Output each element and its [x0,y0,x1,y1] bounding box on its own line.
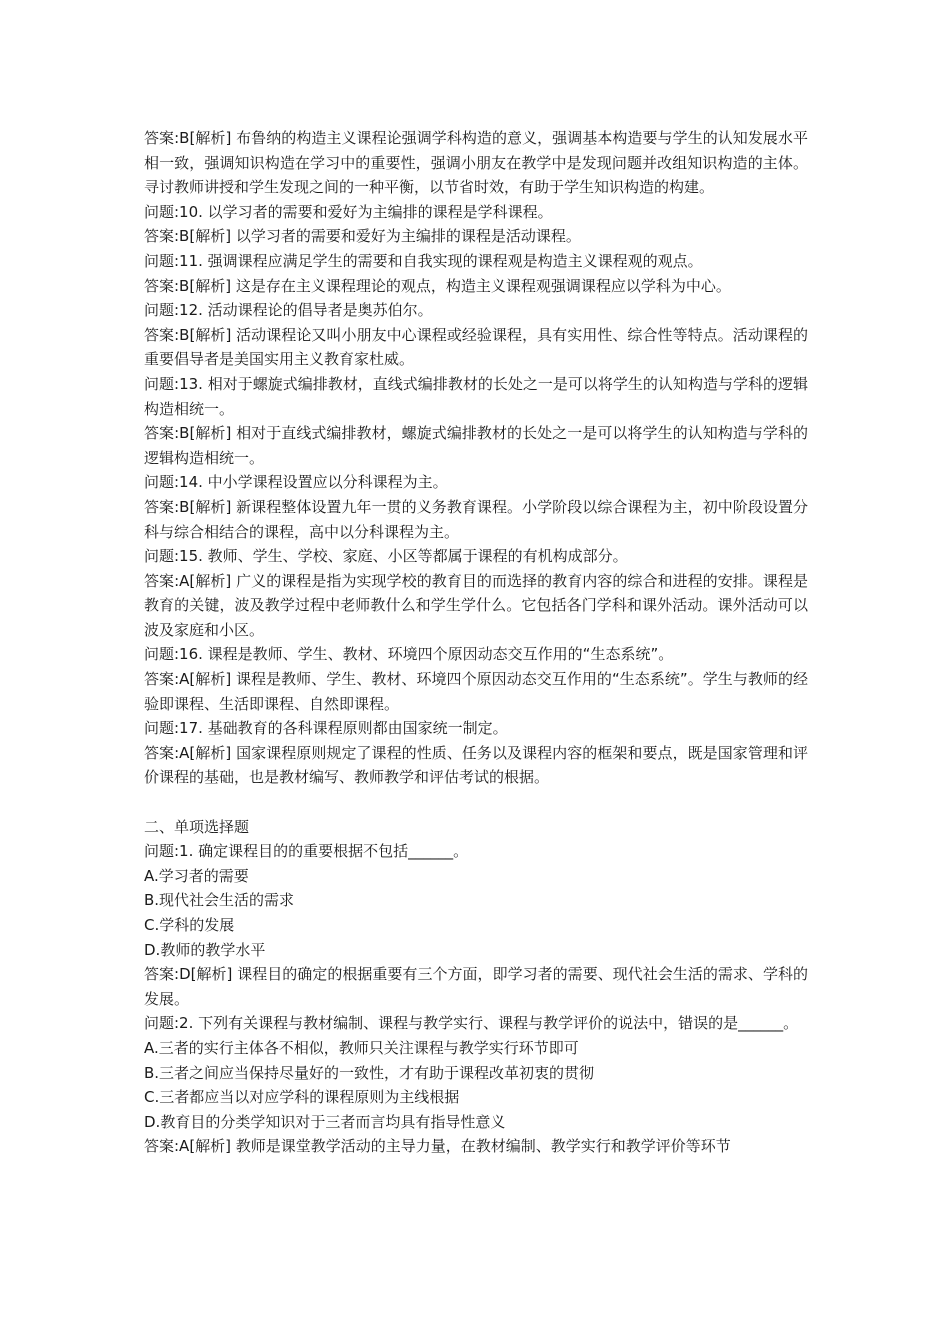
mc-question-2: 问题:2. 下列有关课程与教材编制、课程与教学实行、课程与教学评价的说法中，错误的是______。 [144,1014,799,1033]
mc-question-2-option-c: C.三者都应当以对应学科的课程原则为主线根据 [144,1088,460,1107]
answer-9: 答案:B[解析] 布鲁纳的构造主义课程论强调学科构造的意义，强调基本构造要与学生的认知发展水平相一致，强调知识构造在学习中的重要性，强调小朋友在教学中是发现问题并改组知识构造的主体。寻讨教师讲授和学生发现之间的一种平衡，以节省时效，有助于学生知识构造的构建。 [144,129,808,197]
question-10: 问题:10. 以学习者的需要和爱好为主编排的课程是学科课程。 [144,202,553,221]
question-14: 问题:14. 中小学课程设置应以分科课程为主。 [144,473,448,492]
mc-question-1-option-d: D.教师的教学水平 [144,940,266,959]
mc-question-1: 问题:1. 确定课程目的的重要根据不包括______。 [144,842,469,861]
question-12: 问题:12. 活动课程论的倡导者是奥苏伯尔。 [144,301,433,320]
document-page [144,126,808,1159]
mc-question-2-option-d: D.教育目的分类学知识对于三者而言均具有指导性意义 [144,1112,506,1131]
answer-17: 答案:A[解析] 国家课程原则规定了课程的性质、任务以及课程内容的框架和要点，既是国家管理和评价课程的基础，也是教材编写、教师教学和评估考试的根据。 [144,743,808,787]
mc-question-1-option-b: B.现代社会生活的需求 [144,891,295,910]
mc-answer-1: 答案:D[解析] 课程目的确定的根据重要有三个方面，即学习者的需要、现代社会生活的需求、学科的发展。 [144,965,808,1008]
question-13: 问题:13. 相对于螺旋式编排教材，直线式编排教材的长处之一是可以将学生的认知构造与学科的逻辑构造相统一。 [144,374,808,418]
answer-13: 答案:B[解析] 相对于直线式编排教材，螺旋式编排教材的长处之一是可以将学生的认知构造与学科的逻辑构造相统一。 [144,424,808,467]
mc-question-1-option-a: A.学习者的需要 [144,866,249,885]
question-16: 问题:16. 课程是教师、学生、教材、环境四个原因动态交互作用的“生态系统”。 [144,645,674,664]
mc-question-2-option-b: B.三者之间应当保持尽量好的一致性，才有助于课程改革初衷的贯彻 [144,1063,595,1082]
answer-16: 答案:A[解析] 课程是教师、学生、教材、环境四个原因动态交互作用的“生态系统”。学生与教师的经验即课程、生活即课程、自然即课程。 [144,670,808,713]
mc-question-1-option-c: C.学科的发展 [144,916,235,934]
question-15: 问题:15. 教师、学生、学校、家庭、小区等都属于课程的有机构成部分。 [144,547,628,566]
mc-question-2-option-a: A.三者的实行主体各不相似，教师只关注课程与教学实行环节即可 [144,1038,579,1057]
blank-line [144,790,808,815]
answer-15: 答案:A[解析] 广义的课程是指为实现学校的教育目的而选择的教育内容的综合和进程的安排。课程是教育的关键，波及教学过程中老师教什么和学生学什么。它包括各门学科和课外活动。课外活动可以波及家庭和小区。 [144,571,808,639]
answer-11: 答案:B[解析] 这是存在主义课程理论的观点，构造主义课程观强调课程应以学科为中心。 [144,276,731,295]
answer-10: 答案:B[解析] 以学习者的需要和爱好为主编排的课程是活动课程。 [144,227,581,246]
answer-14: 答案:B[解析] 新课程整体设置九年一贯的义务教育课程。小学阶段以综合课程为主，初中阶段设置分科与综合相结合的课程，高中以分科课程为主。 [144,497,808,541]
section-heading: 二、单项选择题 [144,817,250,836]
question-11: 问题:11. 强调课程应满足学生的需要和自我实现的课程观是构造主义课程观的观点。 [144,251,703,270]
answer-12: 答案:B[解析] 活动课程论又叫小朋友中心课程或经验课程，具有实用性、综合性等特点。活动课程的重要倡导者是美国实用主义教育家杜威。 [144,325,808,369]
mc-answer-2: 答案:A[解析] 教师是课堂教学活动的主导力量，在教材编制、教学实行和教学评价等环节 [144,1137,731,1156]
question-17: 问题:17. 基础教育的各科课程原则都由国家统一制定。 [144,719,508,738]
